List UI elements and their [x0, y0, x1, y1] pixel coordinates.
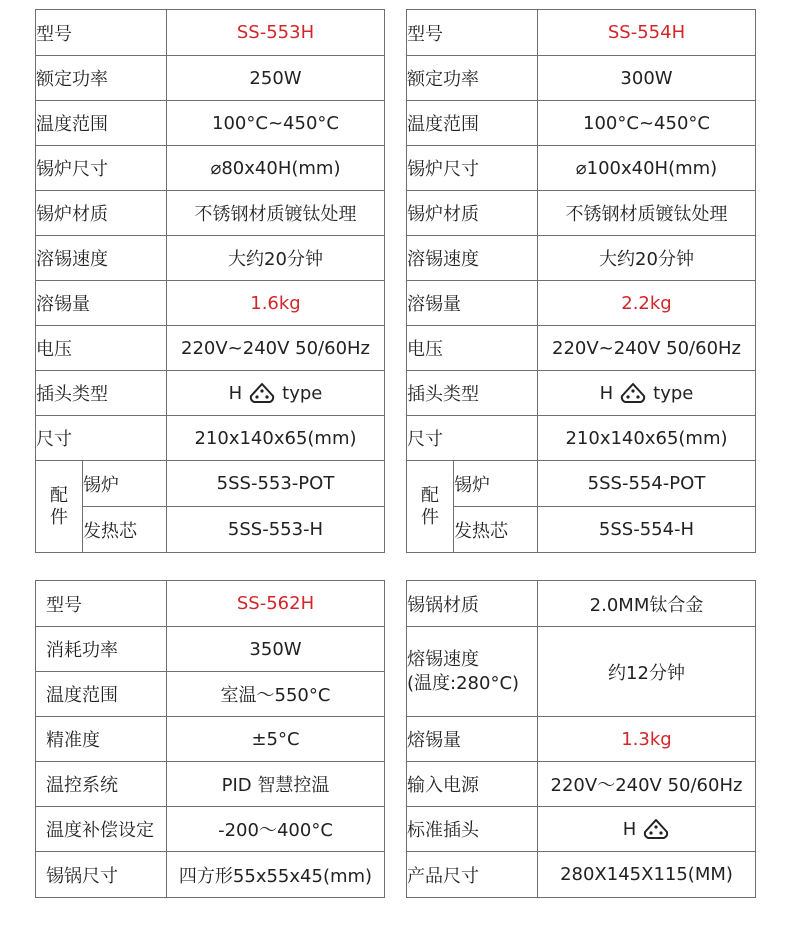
- table-row: [36, 416, 385, 461]
- row-value: 210x140x65(mm): [538, 416, 756, 461]
- spec-table-ss-554h: [406, 9, 756, 553]
- table-row: [407, 281, 756, 326]
- part-value: 5SS-553-H: [167, 507, 385, 553]
- plug-type-value: [538, 807, 756, 852]
- table-row: [407, 326, 756, 371]
- row-label: 锡炉尺寸: [36, 146, 167, 191]
- table-row: [407, 717, 756, 762]
- row-label: 溶锡量: [36, 281, 167, 326]
- table-row: [36, 627, 385, 672]
- row-label: 锡锅材质: [407, 581, 538, 627]
- plug-type-value: [538, 371, 756, 416]
- plug-h-text: H: [622, 818, 637, 840]
- row-value: 100°C~450°C: [538, 101, 756, 146]
- table-row: [407, 461, 756, 507]
- row-value: 2.2kg: [538, 281, 756, 326]
- row-value: 室温～550°C: [167, 672, 385, 717]
- row-label: 电压: [407, 326, 538, 371]
- table-row: [36, 762, 385, 807]
- row-label: 溶锡量: [407, 281, 538, 326]
- row-label: 温度范围: [407, 101, 538, 146]
- table-row: [36, 281, 385, 326]
- table-row: [36, 672, 385, 717]
- row-label: [407, 627, 538, 717]
- row-value: ⌀100x40H(mm): [538, 146, 756, 191]
- plug-socket-icon: [248, 382, 276, 404]
- row-value: 约12分钟: [538, 627, 756, 717]
- table-row: [36, 507, 385, 553]
- table-row: [407, 56, 756, 101]
- table-row: [407, 101, 756, 146]
- row-value: 不锈钢材质镀钛处理: [167, 191, 385, 236]
- row-value: 210x140x65(mm): [167, 416, 385, 461]
- plug-socket-icon: [642, 818, 670, 840]
- part-value: 5SS-554-POT: [538, 461, 756, 507]
- table-row: [36, 191, 385, 236]
- row-label: 插头类型: [36, 371, 167, 416]
- row-value: 不锈钢材质镀钛处理: [538, 191, 756, 236]
- row-label: 尺寸: [407, 416, 538, 461]
- row-value: 350W: [167, 627, 385, 672]
- row-label: 额定功率: [36, 56, 167, 101]
- part-value: 5SS-554-H: [538, 507, 756, 553]
- table-row: [36, 371, 385, 416]
- table-row: [407, 627, 756, 717]
- row-label: 型号: [36, 10, 167, 56]
- table-row: [407, 762, 756, 807]
- row-value: 250W: [167, 56, 385, 101]
- table-row: [407, 10, 756, 56]
- table-row: [36, 717, 385, 762]
- plug-type-text: type: [653, 382, 694, 404]
- row-label: 标准插头: [407, 807, 538, 852]
- table-row: [407, 507, 756, 553]
- model-value: SS-553H: [167, 10, 385, 56]
- table-row: [36, 236, 385, 281]
- melt-speed-label: 熔锡速度: [407, 648, 479, 670]
- table-row: [36, 146, 385, 191]
- row-label: 型号: [36, 581, 167, 627]
- table-row: [36, 852, 385, 898]
- spec-table-ss-553h: [35, 9, 385, 553]
- table-row: [407, 146, 756, 191]
- row-value: 300W: [538, 56, 756, 101]
- row-value: 220V～240V 50/60Hz: [538, 762, 756, 807]
- table-row: [407, 852, 756, 898]
- row-label: 输入电源: [407, 762, 538, 807]
- table-row: [36, 56, 385, 101]
- part-label: 发热芯: [454, 507, 538, 553]
- row-label: 电压: [36, 326, 167, 371]
- plug-h-text: H: [599, 382, 614, 404]
- table-row: [36, 461, 385, 507]
- group-label-char: 配: [421, 484, 439, 506]
- plug-h-text: H: [228, 382, 243, 404]
- row-label: 锡炉尺寸: [407, 146, 538, 191]
- model-value: SS-554H: [538, 10, 756, 56]
- part-label: 锡炉: [83, 461, 167, 507]
- spec-table-tin-pot: [406, 580, 756, 898]
- row-label: 温度范围: [36, 101, 167, 146]
- row-label: 型号: [407, 10, 538, 56]
- table-row: [407, 191, 756, 236]
- row-value: 1.3kg: [538, 717, 756, 762]
- table-row: [407, 807, 756, 852]
- row-label: 温度范围: [36, 672, 167, 717]
- group-label-char: 配: [50, 484, 68, 506]
- row-label: 温度补偿设定: [36, 807, 167, 852]
- table-row: [407, 416, 756, 461]
- row-label: 温控系统: [36, 762, 167, 807]
- row-value: 大约20分钟: [167, 236, 385, 281]
- row-label: 消耗功率: [36, 627, 167, 672]
- row-label: 溶锡速度: [36, 236, 167, 281]
- group-label-char: 件: [421, 506, 439, 528]
- row-value: 四方形55x55x45(mm): [167, 852, 385, 898]
- table-row: [36, 807, 385, 852]
- model-value: SS-562H: [167, 581, 385, 627]
- table-row: [36, 10, 385, 56]
- table-row: [407, 371, 756, 416]
- row-label: 额定功率: [407, 56, 538, 101]
- table-row: [36, 581, 385, 627]
- row-label: 锡炉材质: [407, 191, 538, 236]
- plug-type-text: type: [282, 382, 323, 404]
- table-row: [36, 326, 385, 371]
- part-value: 5SS-553-POT: [167, 461, 385, 507]
- row-label: 锡炉材质: [36, 191, 167, 236]
- row-label: 熔锡量: [407, 717, 538, 762]
- row-label: 尺寸: [36, 416, 167, 461]
- row-label: 锡锅尺寸: [36, 852, 167, 898]
- part-label: 锡炉: [454, 461, 538, 507]
- table-row: [407, 236, 756, 281]
- row-label: 插头类型: [407, 371, 538, 416]
- row-label: 产品尺寸: [407, 852, 538, 898]
- row-label: 溶锡速度: [407, 236, 538, 281]
- accessories-group-label: [407, 461, 454, 553]
- melt-speed-temp: (温度:280°C): [407, 672, 520, 694]
- row-value: 1.6kg: [167, 281, 385, 326]
- row-value: ±5°C: [167, 717, 385, 762]
- row-value: 220V~240V 50/60Hz: [538, 326, 756, 371]
- group-label-char: 件: [50, 506, 68, 528]
- table-row: [36, 101, 385, 146]
- row-value: 280X145X115(MM): [538, 852, 756, 898]
- plug-socket-icon: [619, 382, 647, 404]
- row-value: ⌀80x40H(mm): [167, 146, 385, 191]
- row-value: 220V~240V 50/60Hz: [167, 326, 385, 371]
- spec-table-ss-562h: [35, 580, 385, 898]
- row-value: 大约20分钟: [538, 236, 756, 281]
- row-label: 精准度: [36, 717, 167, 762]
- row-value: -200～400°C: [167, 807, 385, 852]
- table-row: [407, 581, 756, 627]
- plug-type-value: [167, 371, 385, 416]
- row-value: 100°C~450°C: [167, 101, 385, 146]
- row-value: PID 智慧控温: [167, 762, 385, 807]
- accessories-group-label: [36, 461, 83, 553]
- row-value: 2.0MM钛合金: [538, 581, 756, 627]
- part-label: 发热芯: [83, 507, 167, 553]
